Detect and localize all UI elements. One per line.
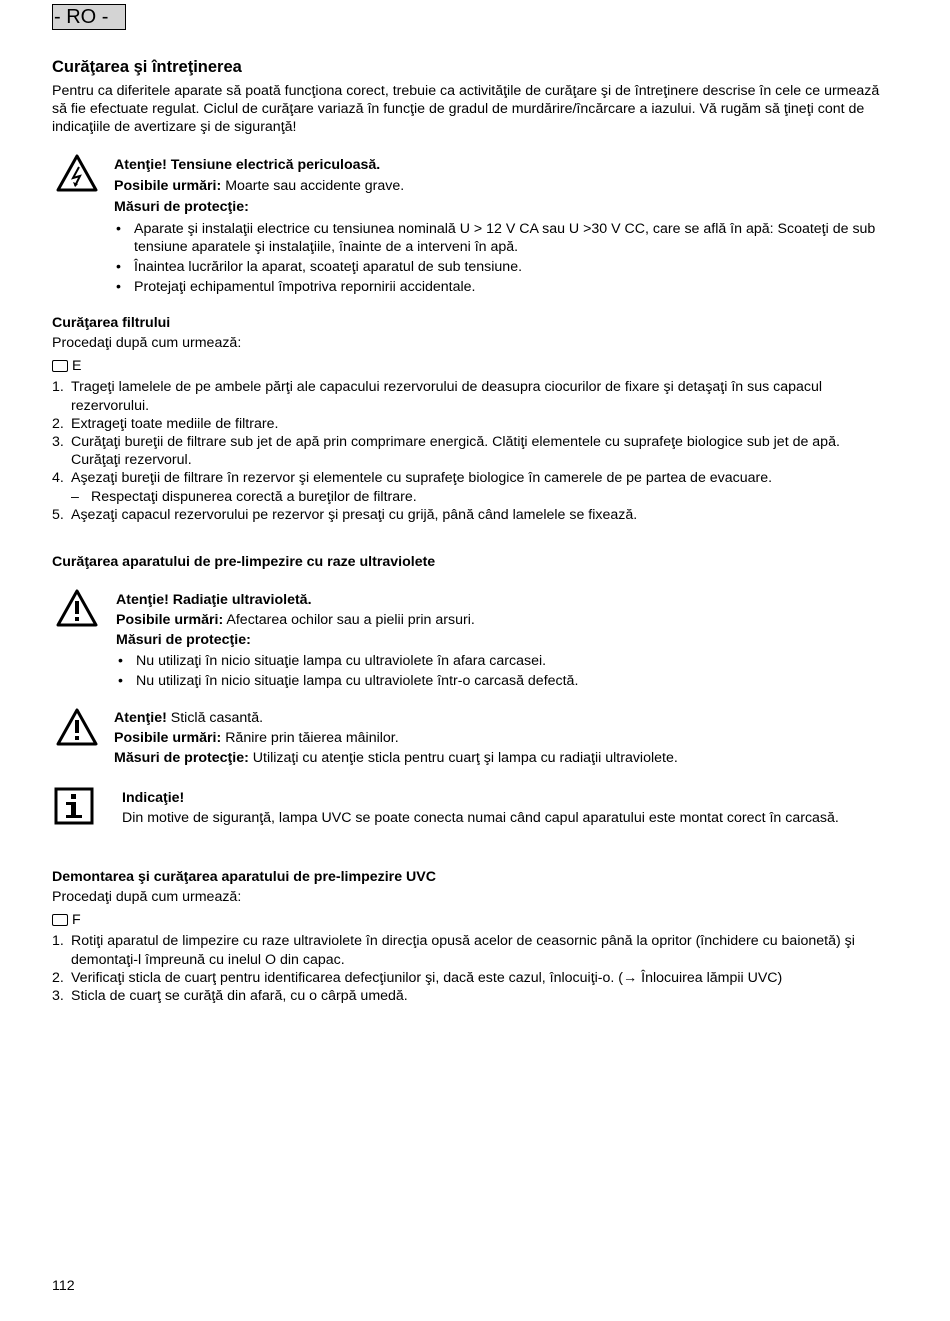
list-item: 1. Trageţi lamelele de pe ambele părţi ale capacului rezervorului de deasupra ciocurilor de fixare şi detaşaţi în sus capacul rezervorului. — [52, 379, 823, 414]
measures-text: Utilizaţi cu atenţie sticla pentru cuarţ şi lampa cu radiaţii ultraviolete. — [252, 750, 678, 767]
main-section — [52, 57, 882, 137]
warning-glass-subject: Sticlă casantă. — [170, 710, 264, 726]
uv-section — [52, 553, 882, 571]
figure-label: E — [72, 358, 82, 375]
warning-triangle-icon — [56, 708, 98, 751]
figure-reference — [52, 357, 882, 375]
list-item: 2. Verificaţi sticla de cuarţ pentru identificarea defecţiunilor şi, dacă este cazul, înlocuiţi-o. (→ Înlocuirea lămpii UVC) — [52, 969, 783, 986]
info-text: Din motive de siguranţă, lampa UVC se poate conecta numai când capul aparatului este montat corect în carcasă. — [122, 810, 839, 827]
consequence-text: Moarte sau accidente grave. — [225, 178, 405, 195]
figure-box-icon — [52, 914, 68, 926]
figure-reference — [52, 911, 882, 929]
list-item: • Înaintea lucrărilor la aparat, scoateţi aparatul de sub tensiune. — [114, 258, 884, 276]
procedure-text: Procedaţi după cum urmează: — [52, 889, 242, 905]
uvc-steps-list — [52, 932, 882, 1005]
uvc-disassembly-section — [52, 868, 882, 1005]
measures-label: Măsuri de protecţie: — [114, 750, 249, 767]
sub-step: – Respectaţi dispunerea corectă a bureţilor de filtrare. — [71, 488, 417, 505]
figure-box-icon — [52, 360, 68, 372]
filter-cleaning-title: Curăţarea filtrului — [52, 315, 171, 331]
filter-steps-list — [52, 378, 882, 524]
warning-electric-title: Atenţie! Tensiune electrică periculoasă. — [114, 157, 381, 173]
list-item: 3. Curăţaţi bureţii de filtrare sub jet de apă prin comprimare energică. Clătiţi elementele cu suprafeţe biologice sub jet de apă. Curăţaţi rezervorul. — [52, 434, 840, 469]
filter-cleaning-section — [52, 314, 882, 524]
list-item: 1. Rotiţi aparatul de limpezire cu raze ultraviolete în direcţia opusă acelor de ceasornic până la opritor (închidere cu baionetă) şi demontaţi-l împreună cu inelul O din capac. — [52, 933, 855, 968]
list-item: • Aparate şi instalaţii electrice cu tensiunea nominală U > 12 V CA sau U >30 V CC, care se află în apă: Scoateţi de sub tensiune aparatele şi instalaţiile, înainte de a interveni în apă. — [114, 220, 884, 256]
page-number: 112 — [52, 1278, 75, 1294]
procedure-text: Procedaţi după cum urmează: — [52, 335, 242, 351]
list-item: • Nu utilizaţi în nicio situaţie lampa cu ultraviolete în afara carcasei. — [116, 652, 886, 670]
consequence-text: Afectarea ochilor sau a pielii prin arsuri. — [226, 612, 475, 629]
list-item: • Nu utilizaţi în nicio situaţie lampa cu ultraviolete într-o carcasă defectă. — [116, 672, 886, 690]
list-item: 4. Aşezaţi bureţii de filtrare în rezervor şi elementele cu suprafeţe biologice în camerele de pe partea de evacuare. – Respectaţi dispunerea corectă a bureţilor de filtrare. — [52, 469, 882, 505]
consequence-text: Rănire prin tăierea mâinilor. — [225, 730, 399, 747]
consequence-label: Posibile urmări: — [114, 730, 222, 747]
figure-label: F — [72, 912, 81, 929]
list-item: 2. Extrageţi toate mediile de filtrare. — [52, 415, 279, 432]
warning-glass-title: Atenţie! — [114, 710, 167, 726]
electric-hazard-icon — [56, 154, 98, 197]
list-item: 3. Sticla de cuarţ se curăţă din afară, cu o cârpă umedă. — [52, 988, 408, 1005]
warning-triangle-icon — [56, 589, 98, 632]
intro-paragraph: Pentru ca diferitele aparate să poată funcţiona corect, trebuie ca activităţile de curăţare şi de întreţinere descrise în cele ce urmează să fie efectuate regulat. Ciclul de curăţare variază în funcţie de gradul de murdărire/încărcare a iazului. Vă rugăm să ţineţi cont de indicaţiile de avertizare şi de siguranţă! — [52, 83, 880, 136]
electric-measures-list — [114, 220, 884, 297]
measures-label: Măsuri de protecţie: — [116, 632, 251, 649]
language-tag: - RO - — [52, 4, 126, 30]
info-icon — [54, 787, 94, 830]
uv-section-title: Curăţarea aparatului de pre-limpezire cu raze ultraviolete — [52, 554, 436, 570]
warning-uv-title: Atenţie! Radiaţie ultravioletă. — [116, 592, 312, 608]
info-title: Indicaţie! — [122, 790, 185, 806]
main-title: Curăţarea şi întreţinerea — [52, 58, 242, 76]
uvc-disassembly-title: Demontarea şi curăţarea aparatului de pre-limpezire UVC — [52, 869, 436, 885]
consequence-label: Posibile urmări: — [114, 178, 222, 195]
uv-measures-list — [116, 652, 886, 690]
consequence-label: Posibile urmări: — [116, 612, 224, 629]
measures-label: Măsuri de protecţie: — [114, 199, 249, 216]
list-item: • Protejaţi echipamentul împotriva repornirii accidentale. — [114, 278, 884, 296]
list-item: 5. Aşezaţi capacul rezervorului pe rezervor şi presaţi cu grijă, până când lamelele se fixează. — [52, 506, 638, 523]
